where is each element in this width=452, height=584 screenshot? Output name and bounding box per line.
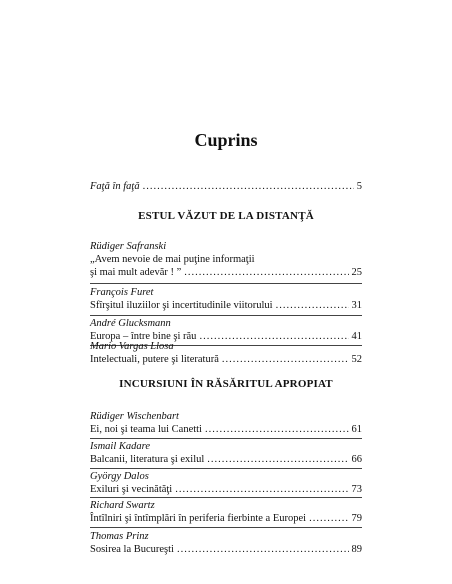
toc-line <box>90 512 362 525</box>
toc-entry <box>90 530 362 556</box>
entry-divider <box>90 315 362 316</box>
page-title: Cuprins <box>194 130 258 150</box>
entry-title: Ei, noi şi teama lui Canetti <box>90 424 202 435</box>
leader-dots <box>205 423 349 436</box>
toc-line <box>90 483 362 496</box>
toc-entry <box>90 470 362 496</box>
toc-line <box>90 453 362 466</box>
toc-line <box>90 180 362 193</box>
entry-author: Thomas Prinz <box>90 531 149 542</box>
toc-line <box>90 543 362 556</box>
page-number: 89 <box>351 544 362 555</box>
page-number: 52 <box>351 354 362 365</box>
toc-line <box>90 299 362 312</box>
section-heading-2: INCURSIUNI ÎN RĂSĂRITUL APROPIAT <box>119 378 333 390</box>
entry-divider <box>90 497 362 498</box>
entry-author: György Dalos <box>90 471 149 482</box>
leader-dots <box>276 299 349 312</box>
page-number: 66 <box>351 454 362 465</box>
page-number: 25 <box>351 267 362 278</box>
toc-entry <box>90 440 362 466</box>
leader-dots <box>184 266 348 279</box>
toc-entry <box>90 340 362 366</box>
section-heading-1: ESTUL VĂZUT DE LA DISTANŢĂ <box>138 210 314 222</box>
toc-entry <box>90 286 362 312</box>
entry-author: Ismail Kadare <box>90 441 150 452</box>
entry-divider <box>90 468 362 469</box>
entry-title: „Avem nevoie de mai puţine informaţii <box>90 254 255 265</box>
page-number: 31 <box>351 300 362 311</box>
page-number: 5 <box>356 181 362 192</box>
entry-title-continued: şi mai mult adevăr ! ” <box>90 267 182 278</box>
toc-line <box>90 423 362 436</box>
leader-dots <box>177 543 349 556</box>
entry-author: Richard Swartz <box>90 500 155 511</box>
toc-entry <box>90 410 362 436</box>
entry-author: François Furet <box>90 287 154 298</box>
entry-author: Rüdiger Wischenbart <box>90 411 179 422</box>
entry-author: André Glucksmann <box>90 318 171 329</box>
entry-divider <box>90 438 362 439</box>
toc-entry-intro <box>90 180 362 193</box>
entry-title: Întîlniri şi întîmplări în periferia fierbinte a Europei <box>90 513 307 524</box>
toc-entry <box>90 240 362 279</box>
entry-title: Intelectuali, putere şi literatură <box>90 354 219 365</box>
toc-entry <box>90 499 362 525</box>
leader-dots <box>207 453 348 466</box>
entry-author: Mario Vargas Llosa <box>90 341 174 352</box>
entry-divider <box>90 527 362 528</box>
entry-divider <box>90 283 362 284</box>
entry-title: Faţă în faţă <box>90 181 140 192</box>
page-number: 73 <box>351 484 362 495</box>
toc-line <box>90 266 362 279</box>
entry-title: Exiluri şi vecinătăţi <box>90 484 173 495</box>
entry-title: Balcanii, literatura şi exilul <box>90 454 205 465</box>
page-number: 41 <box>351 331 362 342</box>
leader-dots <box>175 483 348 496</box>
entry-author: Rüdiger Safranski <box>90 241 167 252</box>
toc-line <box>90 353 362 366</box>
entry-title: Europa – între bine şi rău <box>90 331 197 342</box>
page-number: 61 <box>351 424 362 435</box>
entry-title: Sfîrşitul iluziilor şi incertitudinile viitorului <box>90 300 273 311</box>
leader-dots <box>143 180 354 193</box>
leader-dots <box>309 512 348 525</box>
leader-dots <box>222 353 349 366</box>
page-number: 79 <box>351 513 362 524</box>
entry-title: Sosirea la Bucureşti <box>90 544 174 555</box>
